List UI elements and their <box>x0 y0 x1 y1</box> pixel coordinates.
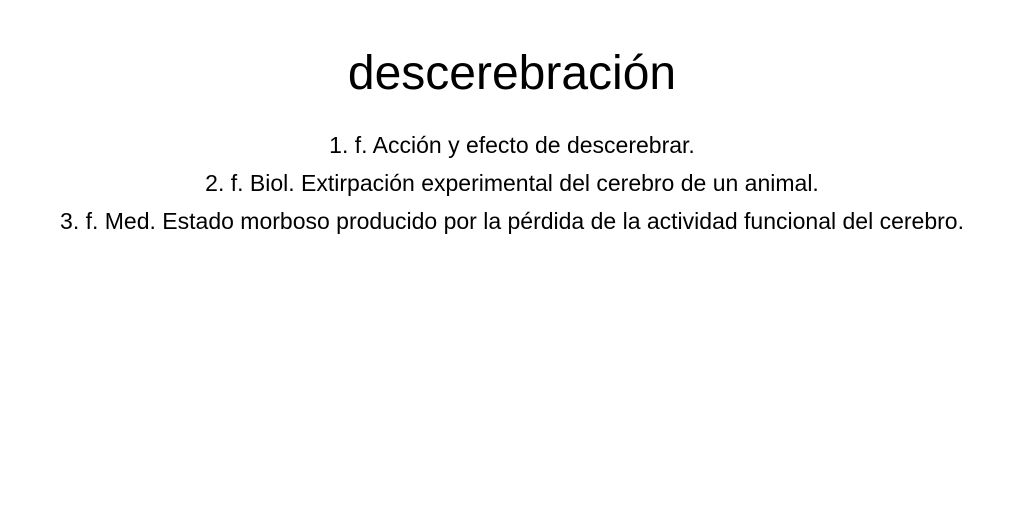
definition-item: 3. f. Med. Estado morboso producido por la pérdida de la actividad funcional del cerebro. <box>60 208 964 234</box>
definition-item: 2. f. Biol. Extirpación experimental del cerebro de un animal. <box>205 170 819 196</box>
headword: descerebración <box>347 47 677 100</box>
definition-list <box>0 126 1024 240</box>
definition-item: 1. f. Acción y efecto de descerebrar. <box>329 132 695 158</box>
